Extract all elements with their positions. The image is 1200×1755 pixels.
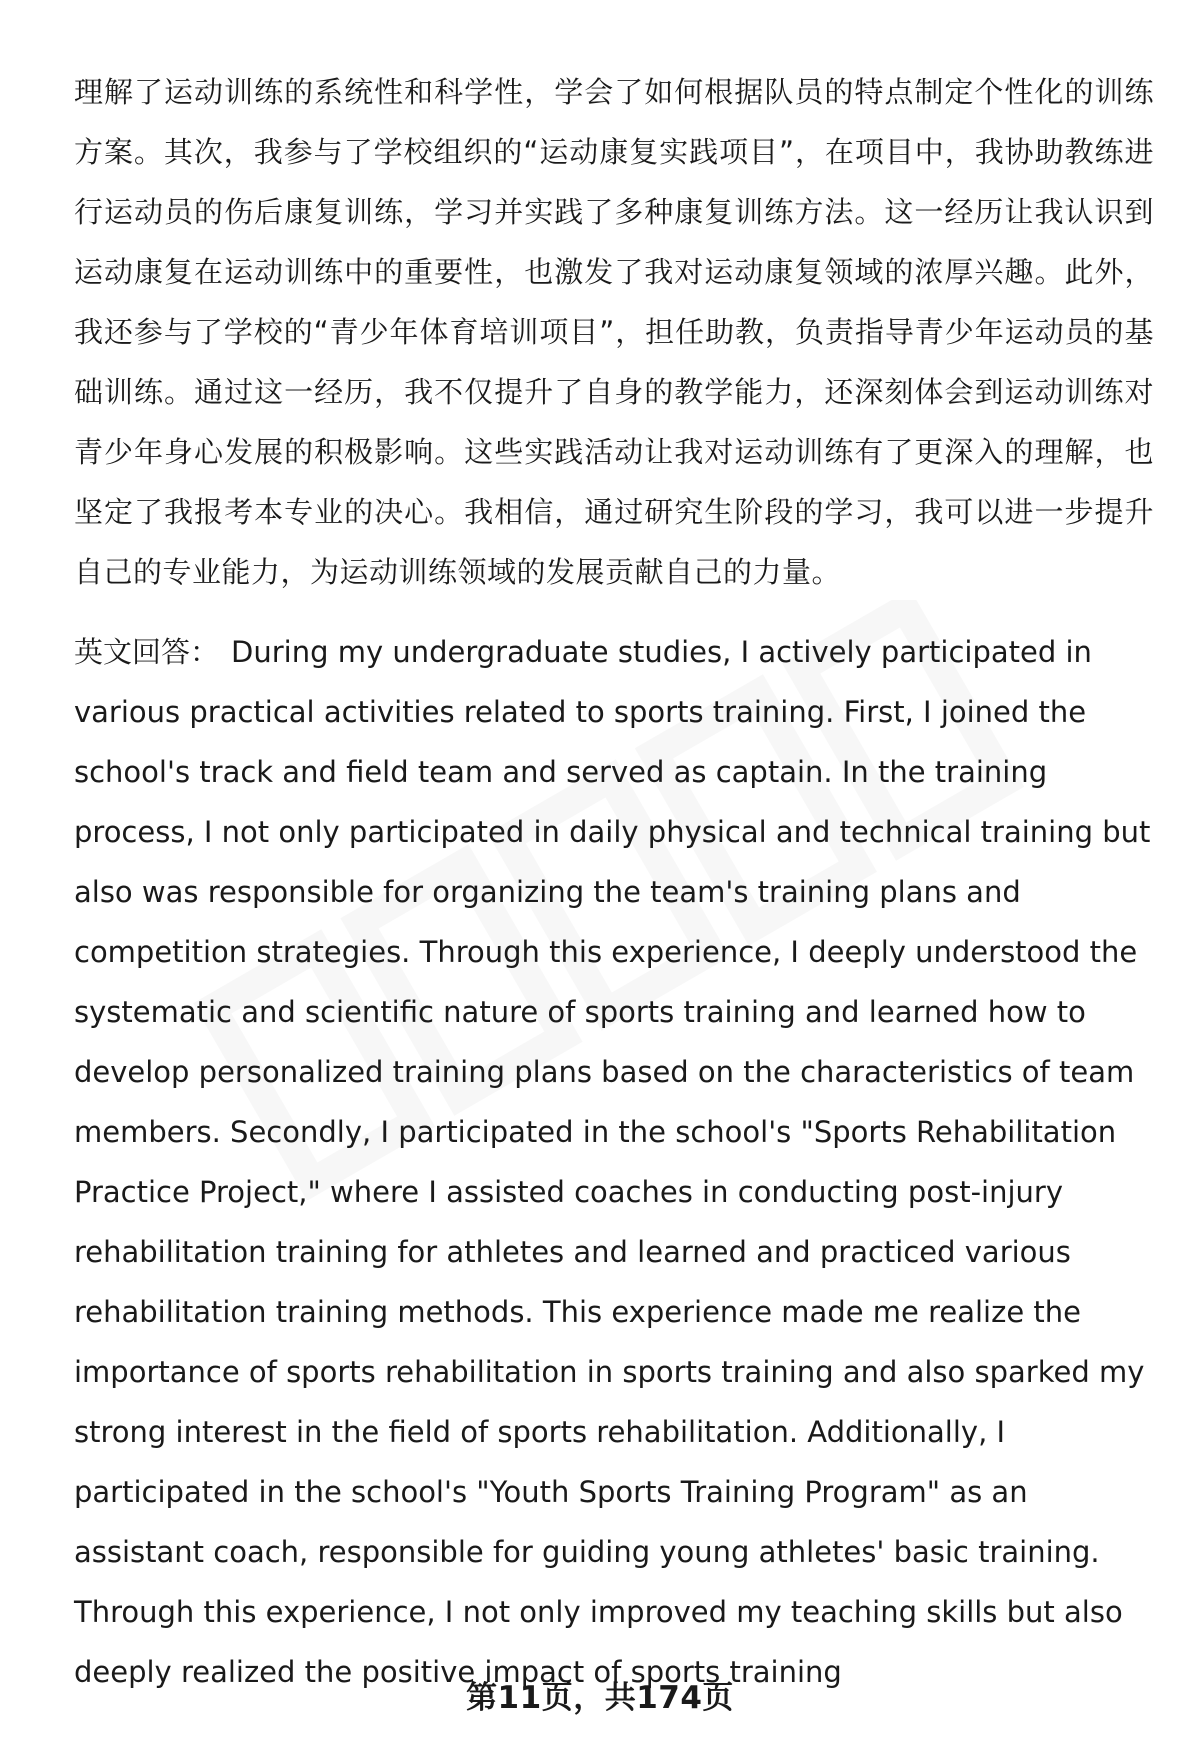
english-answer-label: 英文回答： bbox=[74, 635, 220, 669]
chinese-answer-paragraph: 理解了运动训练的系统性和科学性，学会了如何根据队员的特点制定个性化的训练方案。其次，我参与了学校组织的“运动康复实践项目”，在项目中，我协助教练进行运动员的伤后康复训练，学习并实践了多种康复训练方法。这一经历让我认识到运动康复在运动训练中的重要性，也激发了我对运动康复领域的浓厚兴趣。此外，我还参与了学校的“青少年体育培训项目”，担任助教，负责指导青少年运动员的基础训练。通过这一经历，我不仅提升了自身的教学能力，还深刻体会到运动训练对青少年身心发展的积极影响。这些实践活动让我对运动训练有了更深入的理解，也坚定了我报考本专业的决心。我相信，通过研究生阶段的学习，我可以进一步提升自己的专业能力，为运动训练领域的发展贡献自己的力量。 bbox=[74, 75, 1154, 589]
page-indicator: 第11页，共174页 bbox=[466, 1680, 734, 1716]
english-answer-paragraph bbox=[74, 622, 1154, 1702]
main-content bbox=[74, 62, 1154, 1702]
english-answer-text: During my undergraduate studies, I actively participated in various practical activities related to sports training. First, I joined the school's track and field team and served as captain. In the training process, I not only participated in daily physical and technical training but also was responsible for organizing the team's training plans and competition strategies. Through this experience, I deeply understood the systematic and scientific nature of sports training and learned how to develop personalized training plans based on the characteristics of team members. Secondly, I participated in the school's "Sports Rehabilitation Practice Project," where I assisted coaches in conducting post-injury rehabilitation training for athletes and learned and practiced various rehabilitation training methods. This experience made me realize the importance of sports rehabilitation in sports training and also sparked my strong interest in the field of sports rehabilitation. Additionally, I participated in the school's "Youth Sports Training Program" as an assistant coach, responsible for guiding young athletes' basic training. Through this experience, I not only improved my teaching skills but also deeply realized the positive impact of sports training bbox=[74, 635, 1151, 1689]
